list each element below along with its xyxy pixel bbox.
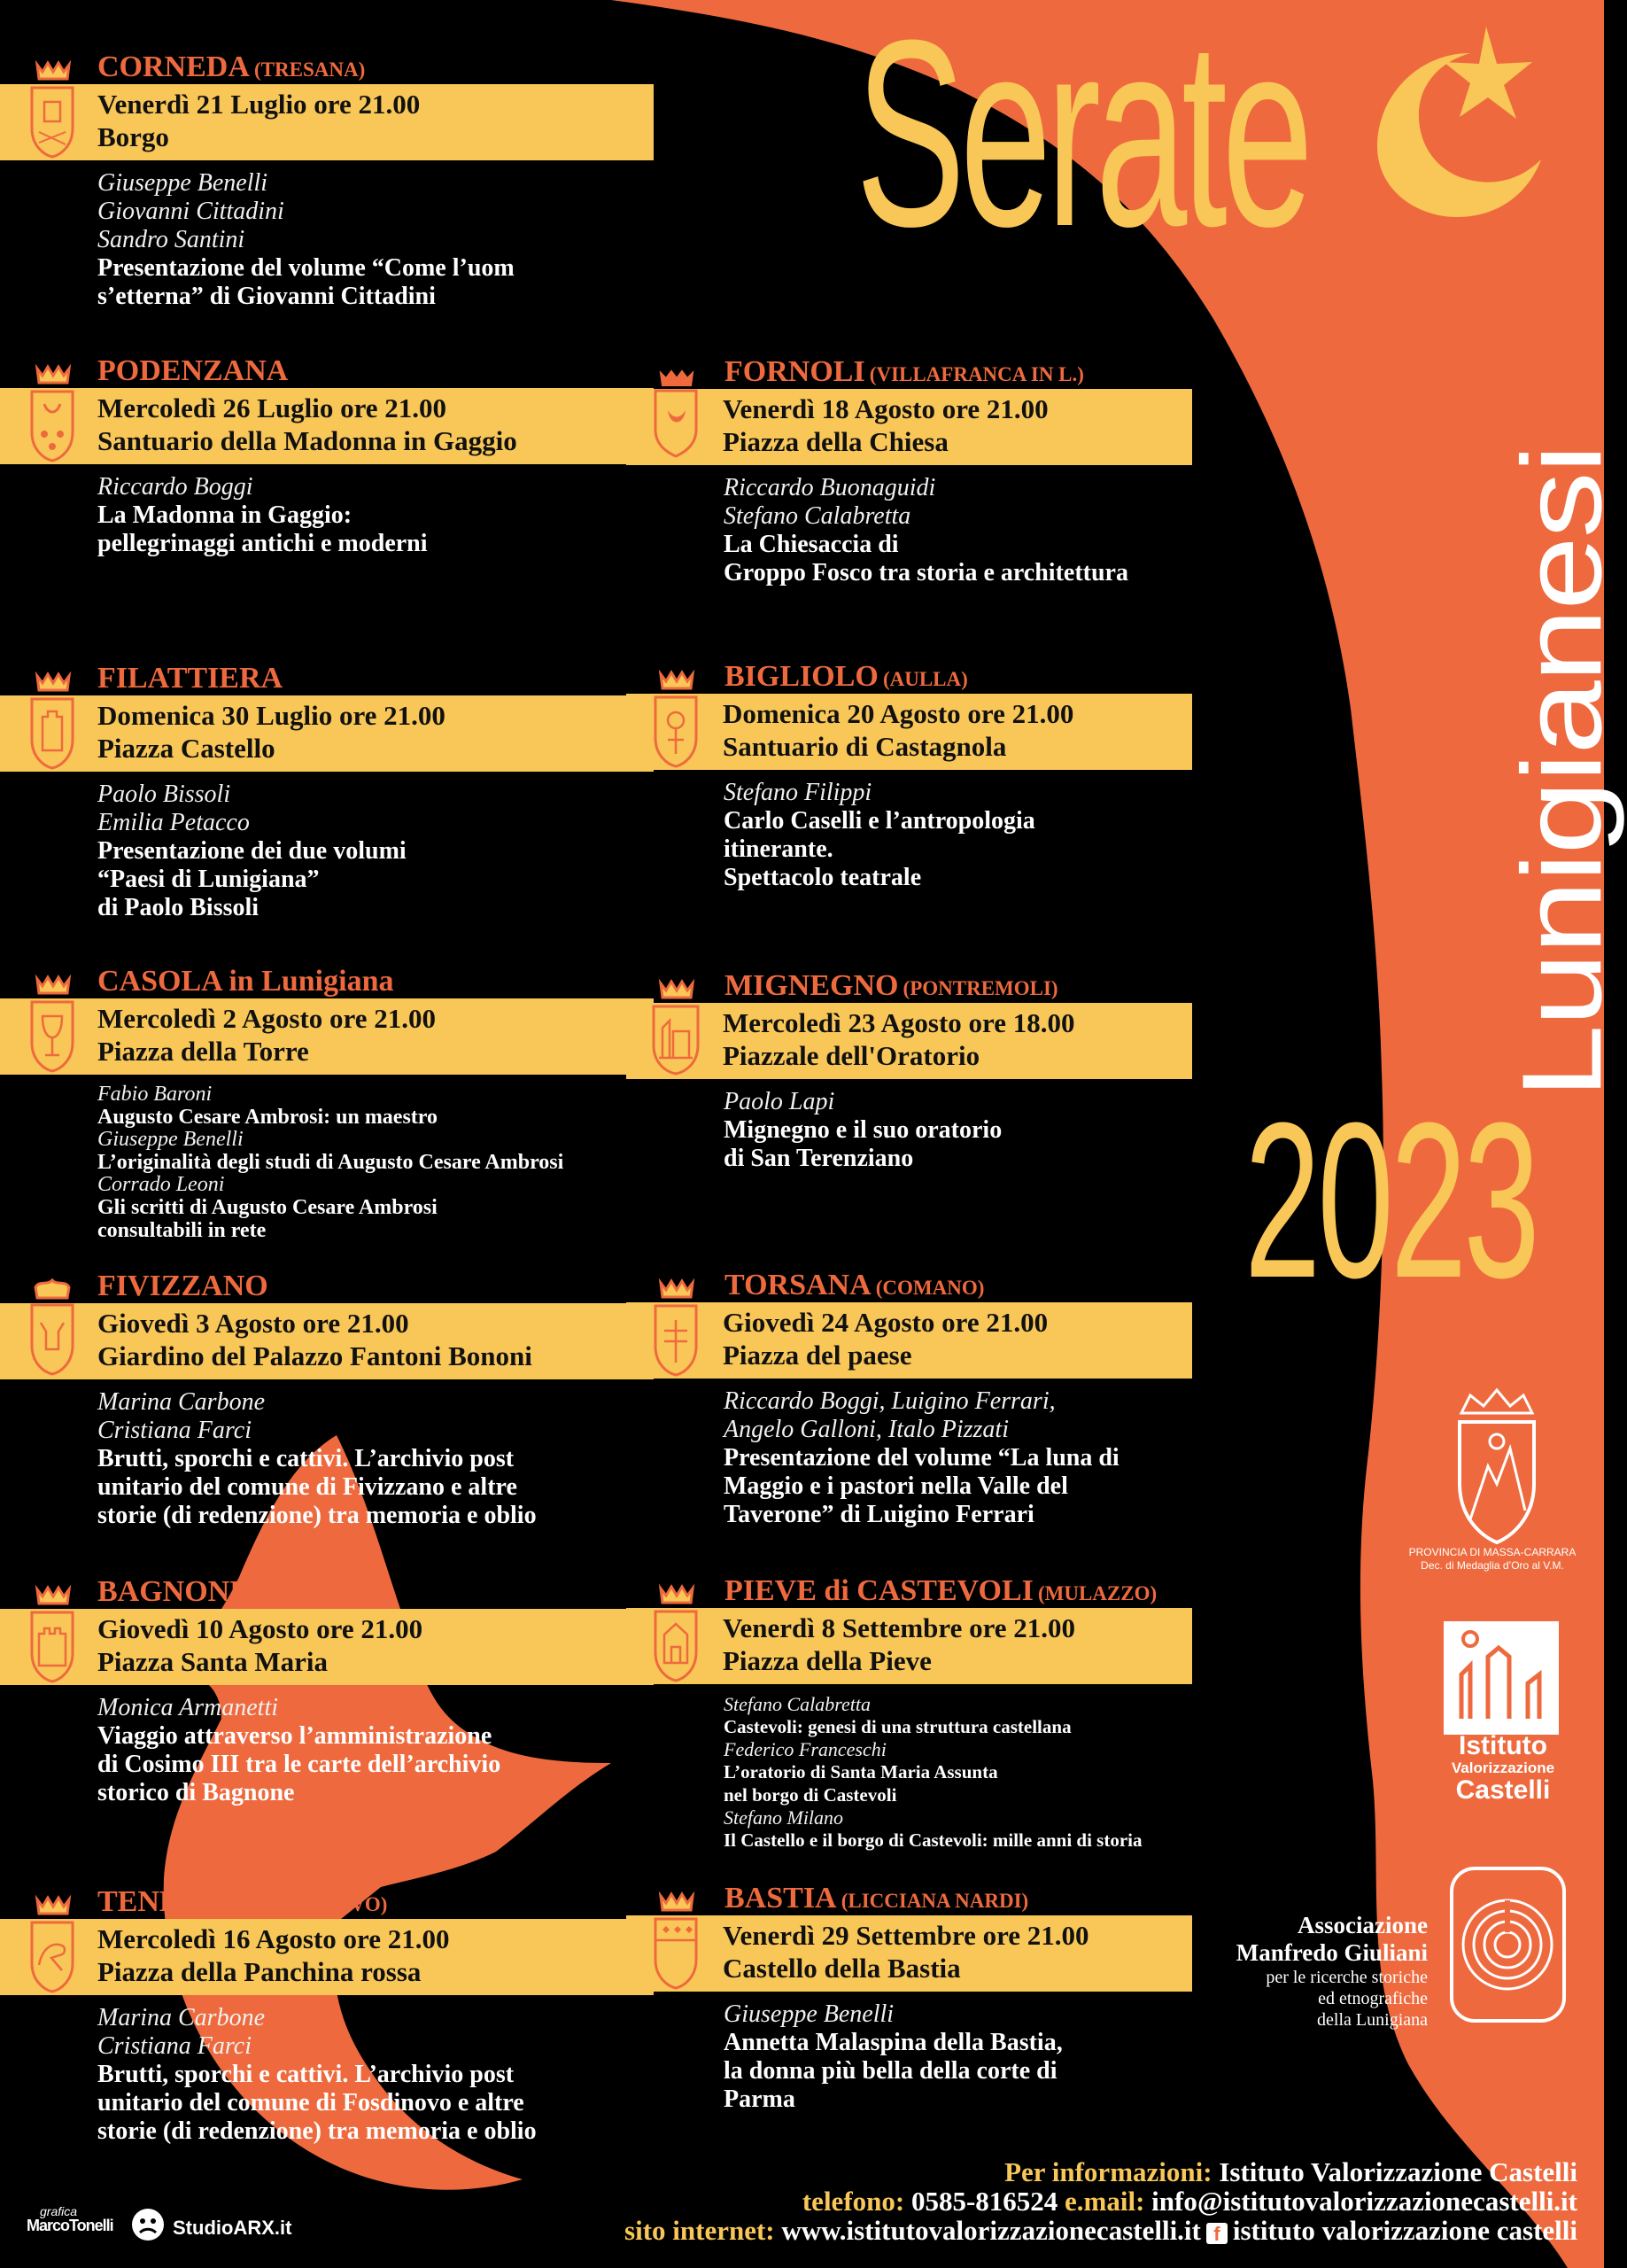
talk-title: storico di Bagnone — [97, 1779, 295, 1806]
speaker-name: Paolo Lapi — [724, 1088, 835, 1115]
talk-title: unitario del comune di Fivizzano e altre — [97, 1473, 517, 1501]
event-details — [0, 464, 620, 558]
event-details — [627, 1079, 1247, 1173]
event-fornoli — [627, 355, 1247, 587]
crest-icon — [27, 363, 78, 464]
event-subtitle: (VILLAFRANCA IN L.) — [869, 363, 1084, 385]
speaker-name: Giovanni Cittadini — [97, 198, 284, 225]
event-place: Piazza Castello — [97, 733, 275, 764]
talk-title: pellegrinaggi antichi e moderni — [97, 530, 428, 557]
crest-icon — [650, 364, 701, 465]
studio-face-icon — [129, 2206, 167, 2243]
talk-title: itinerante. — [724, 835, 833, 863]
event-place: Santuario di Castagnola — [723, 731, 1007, 762]
event-subtitle: (LICCIANA NARDI) — [841, 1890, 1029, 1912]
event-podenzana — [0, 354, 620, 558]
talk-title: la donna più bella della corte di — [724, 2057, 1058, 2085]
event-place: Piazza della Panchina rossa — [97, 1956, 422, 1987]
event-date-band — [626, 1302, 1192, 1379]
event-date-band — [0, 695, 654, 772]
event-date: Mercoledì 26 Luglio ore 21.00 — [97, 392, 447, 423]
talk-title: storie (di redenzione) tra memoria e oblio — [97, 1502, 537, 1529]
talk-title: “Paesi di Lunigiana” — [97, 866, 320, 893]
speaker-name: Cristiana Farci — [97, 2032, 252, 2060]
event-place: Piazza della Chiesa — [723, 426, 949, 457]
talk-title: Spettacolo teatrale — [724, 864, 922, 891]
event-place: Piazzale dell'Oratorio — [723, 1040, 980, 1071]
talk-title: Il Castello e il borgo di Castevoli: mille anni di storia — [724, 1829, 1143, 1851]
talk-title: di Cosimo III tra le carte dell’archivio — [97, 1751, 501, 1778]
talk-title: s’etterna” di Giovanni Cittadini — [97, 283, 436, 310]
event-date: Giovedì 3 Agosto ore 21.00 — [97, 1308, 409, 1339]
event-place: Castello della Bastia — [723, 1953, 961, 1984]
talk-title: Annetta Malaspina della Bastia, — [724, 2029, 1063, 2056]
event-date-band — [626, 1608, 1192, 1684]
event-date-band — [626, 1915, 1192, 1992]
speaker-name: Monica Armanetti — [97, 1694, 279, 1721]
event-town: BAGNONE — [97, 1575, 250, 1608]
event-subtitle: (TRESANA) — [254, 58, 366, 81]
event-details — [0, 772, 620, 922]
crest-icon — [27, 1278, 78, 1379]
talk-title: storie (di redenzione) tra memoria e oblio — [97, 2117, 537, 2145]
event-corneda — [0, 50, 620, 311]
talk-title: La Chiesaccia di — [724, 531, 899, 558]
event-details — [627, 770, 1247, 892]
event-date: Mercoledì 2 Agosto ore 21.00 — [97, 1003, 436, 1034]
event-date-band — [626, 389, 1192, 465]
event-place: Piazza della Pieve — [723, 1645, 932, 1676]
event-date: Giovedì 24 Agosto ore 21.00 — [723, 1307, 1049, 1338]
talk-title: Viaggio attraverso l’amministrazione — [97, 1722, 492, 1750]
talk-title: Brutti, sporchi e cattivi. L’archivio post — [97, 2061, 515, 2088]
event-date-band — [0, 1303, 654, 1379]
event-subtitle: (MULAZZO) — [1037, 1582, 1158, 1604]
poster-title-serate: Serate — [856, 0, 1308, 282]
event-place: Borgo — [97, 121, 169, 152]
website-label: sito internet: — [624, 2215, 775, 2246]
speaker-name: Marina Carbone — [97, 2004, 265, 2031]
talk-title: Parma — [724, 2085, 795, 2113]
talk-title: di San Terenziano — [724, 1145, 914, 1172]
event-date-band — [0, 1609, 654, 1685]
event-place: Piazza Santa Maria — [97, 1646, 329, 1677]
event-date-band — [0, 388, 654, 464]
talk-title: Gli scritti di Augusto Cesare Ambrosi — [97, 1196, 438, 1219]
phone-number[interactable]: 0585-816524 — [910, 2186, 1058, 2217]
speaker-name: Riccardo Boggi — [97, 473, 253, 501]
speaker-name: Giuseppe Benelli — [97, 169, 268, 197]
event-date-band — [0, 84, 654, 160]
event-place: Piazza del paese — [723, 1340, 912, 1371]
talk-title: Presentazione del volume “La luna di — [724, 1444, 1120, 1472]
crest-icon — [27, 59, 78, 160]
speaker-name: Federico Franceschi — [724, 1738, 887, 1760]
crest-icon — [27, 671, 78, 772]
speaker-name: Stefano Milano — [724, 1806, 844, 1829]
provincia-crest-logo — [1444, 1386, 1550, 1546]
event-town: FORNOLI — [724, 355, 865, 388]
speaker-name: Riccardo Boggi, Luigino Ferrari, — [724, 1387, 1056, 1415]
association-credit: Associazione Manfredo Giuliani per le ricerche storiche ed etnografiche della Lunigiana — [1236, 1912, 1428, 2030]
event-subtitle: (FOSDINOVO) — [251, 1893, 388, 1915]
event-subtitle: (PONTREMOLI) — [903, 977, 1058, 999]
event-details — [0, 160, 620, 311]
talk-title: Groppo Fosco tra storia e architettura — [724, 559, 1128, 586]
crest-icon — [650, 1278, 701, 1379]
talk-title: Taverone” di Luigino Ferrari — [724, 1501, 1034, 1528]
talk-title: Augusto Cesare Ambrosi: un maestro — [97, 1106, 438, 1129]
speaker-name: Marina Carbone — [97, 1388, 265, 1416]
crest-icon — [27, 1894, 78, 1995]
speaker-name: Giuseppe Benelli — [724, 2000, 895, 2028]
event-date-band — [0, 998, 654, 1075]
event-date: Mercoledì 16 Agosto ore 21.00 — [97, 1923, 450, 1954]
crest-icon — [650, 669, 701, 770]
crest-icon — [650, 1583, 701, 1684]
event-date-band — [626, 694, 1192, 770]
event-details — [0, 1685, 620, 1807]
talk-title: Carlo Caselli e l’antropologia — [724, 807, 1035, 835]
event-details — [627, 465, 1247, 587]
event-bagnone — [0, 1575, 620, 1807]
event-place: Piazza della Torre — [97, 1036, 309, 1067]
event-fivizzano — [0, 1270, 620, 1530]
email-label: e.mail: — [1065, 2186, 1145, 2217]
website-url[interactable]: www.istitutovalorizzazionecastelli.it — [781, 2215, 1201, 2246]
talk-title: La Madonna in Gaggio: — [97, 501, 353, 529]
event-bigliolo — [627, 660, 1247, 892]
speaker-name: Corrado Leoni — [97, 1173, 225, 1196]
poster-year: 2023 — [1244, 1076, 1537, 1324]
talk-title: unitario del comune di Fosdinovo e altre — [97, 2089, 524, 2117]
talk-title: L’originalità degli studi di Augusto Cesare Ambrosi — [97, 1151, 564, 1174]
event-place: Giardino del Palazzo Fantoni Bononi — [97, 1340, 532, 1371]
facebook-page[interactable]: istituto valorizzazione castelli — [1232, 2215, 1577, 2246]
poster-title-lunigianesi: Lunigianesi — [1498, 446, 1625, 1099]
event-town: CORNEDA — [97, 50, 250, 83]
speaker-name: Riccardo Buonaguidi — [724, 474, 936, 501]
event-town: TORSANA — [724, 1269, 872, 1301]
event-tendola — [0, 1885, 620, 2146]
event-town: BIGLIOLO — [724, 660, 879, 693]
talk-title: di Paolo Bissoli — [97, 894, 260, 921]
speaker-name: Stefano Filippi — [724, 779, 872, 806]
speaker-name: Stefano Calabretta — [724, 1693, 872, 1715]
event-details — [0, 1379, 620, 1530]
event-town: FIVIZZANO — [97, 1270, 268, 1302]
event-subtitle: (COMANO) — [875, 1277, 985, 1299]
event-date: Venerdì 29 Settembre ore 21.00 — [723, 1920, 1089, 1951]
crest-icon — [27, 974, 78, 1075]
event-date: Venerdì 8 Settembre ore 21.00 — [723, 1612, 1076, 1643]
talk-title: Mignegno e il suo oratorio — [724, 1116, 1003, 1144]
talk-title: Presentazione dei due volumi — [97, 837, 407, 865]
event-date: Mercoledì 23 Agosto ore 18.00 — [723, 1007, 1075, 1038]
event-details — [627, 1379, 1247, 1529]
talk-title: Brutti, sporchi e cattivi. L’archivio post — [97, 1445, 515, 1472]
facebook-icon[interactable]: f — [1206, 2223, 1228, 2244]
speaker-name: Sandro Santini — [97, 226, 245, 253]
info-label: Per informazioni: — [1004, 2156, 1213, 2187]
event-town: MIGNEGNO — [724, 969, 899, 1002]
speaker-name: Giuseppe Benelli — [97, 1128, 244, 1151]
crest-icon — [27, 1584, 78, 1685]
speaker-name: Emilia Petacco — [97, 809, 250, 836]
speaker-name: Fabio Baroni — [97, 1083, 213, 1106]
talk-title: nel borgo di Castevoli — [724, 1784, 897, 1806]
talk-title: Maggio e i pastori nella Valle del — [724, 1472, 1068, 1500]
event-date-band — [626, 1003, 1192, 1079]
speaker-name: Cristiana Farci — [97, 1417, 252, 1444]
talk-title: Castevoli: genesi di una struttura castellana — [724, 1716, 1072, 1737]
event-details — [0, 1995, 620, 2146]
event-town: BASTIA — [724, 1882, 837, 1915]
event-details — [627, 1684, 1247, 1852]
event-place: Santuario della Madonna in Gaggio — [97, 425, 517, 456]
event-pieve-di-castevoli — [627, 1574, 1247, 1852]
event-town: PIEVE di CASTEVOLI — [724, 1574, 1034, 1607]
speaker-name: Angelo Galloni, Italo Pizzati — [724, 1416, 1009, 1443]
event-subtitle: (AULLA) — [882, 668, 968, 690]
contact-info — [624, 2157, 1577, 2245]
talk-title: L’oratorio di Santa Maria Assunta — [724, 1761, 998, 1783]
info-organizer: Istituto Valorizzazione Castelli — [1219, 2156, 1577, 2187]
speaker-name: Paolo Bissoli — [97, 781, 231, 808]
phone-label: telefono: — [802, 2186, 905, 2217]
talk-title: consultabili in rete — [97, 1219, 267, 1242]
event-town: CASOLA in Lunigiana — [97, 965, 394, 998]
event-date-band — [0, 1919, 654, 1995]
event-date: Giovedì 10 Agosto ore 21.00 — [97, 1613, 423, 1644]
event-town: TENDOLA — [97, 1885, 247, 1918]
provincia-caption: PROVINCIA DI MASSA-CARRARA Dec. di Medaglia d’Oro al V.M. — [1408, 1546, 1577, 1572]
event-date: Venerdì 21 Luglio ore 21.00 — [97, 89, 421, 120]
speaker-name: Stefano Calabretta — [724, 502, 911, 530]
ivc-logo-text: Istituto Valorizzazione Castelli — [1451, 1731, 1555, 1805]
event-mignegno — [627, 969, 1247, 1173]
event-filattiera — [0, 662, 620, 922]
moon-and-star-icon — [1355, 27, 1550, 221]
talk-title: Presentazione del volume “Come l’uom — [97, 254, 515, 282]
email-address[interactable]: info@istitutovalorizzazionecastelli.it — [1151, 2186, 1577, 2217]
event-casola — [0, 965, 620, 1242]
crest-icon — [650, 978, 701, 1079]
crest-icon — [650, 1891, 701, 1992]
event-town: FILATTIERA — [97, 662, 283, 695]
association-labyrinth-logo — [1448, 1865, 1568, 2024]
event-torsana — [627, 1269, 1247, 1529]
event-date: Venerdì 18 Agosto ore 21.00 — [723, 393, 1049, 424]
event-date: Domenica 30 Luglio ore 21.00 — [97, 700, 445, 731]
event-date: Domenica 20 Agosto ore 21.00 — [723, 698, 1074, 729]
event-details — [0, 1075, 620, 1242]
event-town: PODENZANA — [97, 354, 289, 387]
